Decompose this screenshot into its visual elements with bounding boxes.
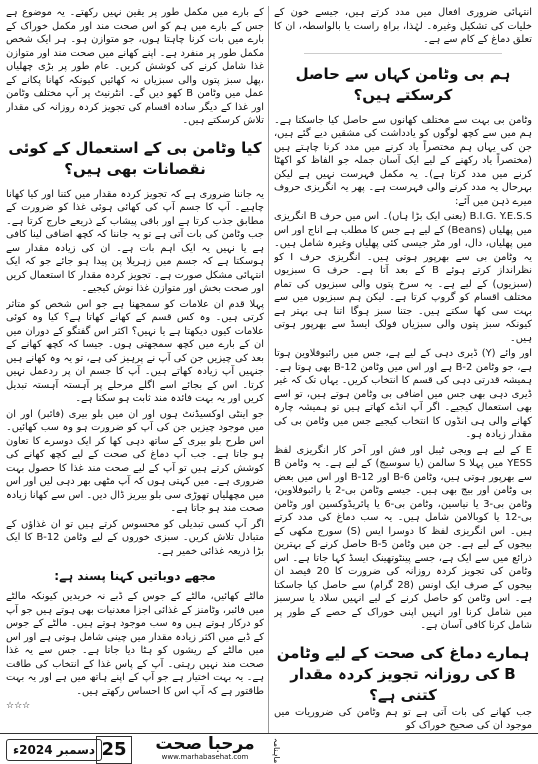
issue-date: دسمبر 2024ء [6, 739, 102, 761]
left-column [6, 6, 264, 734]
brand-logo-text: مرحبا صحت [155, 734, 255, 754]
heading-where-to-get-vitamin-b: ہم بی وٹامن کہاں سے حاصل کرسکتے ہیں؟ [295, 64, 511, 104]
page-number: 25 [96, 736, 132, 764]
left-intro-paragraph: کے بارے میں مکمل طور پر یقین نہیں رکھتے۔ یہ موضوع ہے جس کے بارے میں ہم کو اس صحت مند اور مکمل خوراک کے بارے میں بات کرنا چاہتا ہوں، جو متوازن ہو۔ ہر ایک شخص مکمل طور پر منفرد ہے۔ اپنے کھانے میں صحت مند اور متوازن غذا شامل کرنے کی کوشش کریں۔ عام طور پر بڑی چھلیاں ،پھل سبز پتوں والی سبزیاں نہ کھائیں کیونکہ کھانا پکانے کے عمل میں وٹامن B کھو دیں گے۔ انٹرنیٹ پر آپ مختلف وٹامن اور غذا کے دیگر سادہ اقسام کی تجویز کردہ روزانہ کی مقدار تلاش کرسکتے ہیں۔ [6, 7, 264, 126]
right-closing-line: جب کھانے کی بات آتی ہے تو ہم وٹامن کی ضروریات میں موجود ان کی صحیح خوراک کو [274, 707, 532, 731]
heading-side-effects: کیا وٹامن بی کے استعمال کے کوئی نقصانات بھی ہیں؟ [8, 138, 262, 178]
left-paragraph: جو اینٹی اوکسیڈنٹ ہوں اور ان میں بلو بیری (فائبر) اور ان میں موجود چیزیں جن کی آپ کو ضرورت ہو وہ سب کھائیں۔ اس طرح بلو بیری کے ساتھ دہی کھا کر ایک دوسرے کا تعاون ہو جاتا ہے۔ جب آپ دماغ کی صحت کے لیے کچھ کھانے کی کوشش کرتے ہیں تو آپ کے لیے صحت مند غذا کا حصول بہت ضروری ہے۔ میں کہتی ہوں کہ آپ مٹھی بھر دہی لیں اور اس میں مچھلیاں تھوڑی سی بلو بیریز ڈال دیں۔ اس سے کھانا زیادہ صحت مند ہو جاتا ہے۔ [6, 408, 264, 514]
left-paragraph: پہلا قدم ان علامات کو سمجھنا ہے جو اس شخص کو متاثر کرتی ہیں۔ وہ کس قسم کے کھانے کھاتا ہے؟ کیا وہ کوئی علامات کیوں دیکھتا ہے یا نہیں؟ اکثر اس گفتگو کے دوران میں ان کے بارے میں کچھ سمجھتی ہوں۔ جیسا کہ کچھ کھانے کے بعد کی چیزیں جن کی آپ نے پرہیز کی ہے، تو یہ وہ کھانے ہیں جنہیں آپ زیادہ کھاتے ہیں۔ آپ کا جسم ان پر ردعمل نہیں کرتا۔ اس کے بجائے اسے اگلے مرحلے پر آہستہ آہستہ تبدیل کریں اور یہ بہت فائدہ مند ثابت ہو سکتا ہے۔ [6, 298, 264, 404]
left-paragraph: یہ جاننا ضروری ہے کہ تجویز کردہ مقدار میں کتنا اور کیا کھانا چاہیے۔ آپ کا جسم آپ کی کھائی ہوئی غذا کو ضرورت کے مطابق جذب کرتا ہے اور باقی پیشاب کے ذریعے خارج کرتا ہے۔ جب وٹامن کی بات آتی ہے تو یہ جاننا کہ کچھ اضافی لینا کافی ہے یا نہیں یہ ایک اہم بات ہے۔ ان کی زیادہ مقدار سے ہوسکتا ہے کہ جسم میں زہریلا پن پیدا ہو جائے جو کہ ایک انتہائی مشکل صورت ہے۔ تجویز کردہ مقدار کا استعمال کریں اور صحت بخش اور متوازن غذا نوش کیجیے۔ [6, 188, 264, 294]
magazine-brand [140, 735, 270, 763]
heading-two-things: مجھے دوباتیں کہنا پسند ہے: [54, 569, 216, 583]
right-paragraph: وٹامن بی بہت سے مختلف کھانوں سے حاصل کیا جاسکتا ہے۔ ہم میں سے کچھ لوگوں کو یادداشت کی مشقیں دیے گئے ہیں، جن کی یہاں ہم مختصراً یاد کرنے میں مدد کرنا چاہتے ہیں (مختصراً یاد رکھنے کے لیے ایک آسان جملہ جو الفاظ کو اکھٹا کرنے میں مدد کرتا ہے)۔ یہ مکمل فہرست نہیں ہے لیکن بہرحال یہ مدد کرنے والی فہرست ہے۔ پھر یہ انگریزی حروف میرے ذہن میں آئے: [274, 114, 532, 207]
end-stars: ☆☆☆ [6, 701, 31, 711]
monthly-label: ماہنامہ [272, 738, 281, 764]
right-intro-paragraph: انتہائی ضروری افعال میں مدد کرتے ہیں، جیسے خون کے خلیات کی تشکیل وغیرہ۔ لہٰذا، براہِ راست یا بالواسطہ، ان کا تعلق دماغ کے کام سے ہے۔ [274, 7, 532, 45]
section-divider [304, 53, 502, 54]
right-paragraph: اور وائے (Y) ڈیری دہی کے لیے ہے، جس میں رائبوفلاوین ہوتا ہے، جو وٹامن B-2 ہے اور اس میں وٹامن B-12 بھی ہوتا ہے۔ ہمیشہ قدرتی دہی کی قسم کا انتخاب کریں۔ یہاں تک کہ غیر ڈیری دہی بھی جس میں اضافی بی وٹامن ہوتے ہیں، تو اسے بھی استعمال کیجیے۔ اگر آپ انڈے کھاتے ہیں تو ہمیشہ چارہ کھانے والی ہی انڈوں کا انتخاب کیجیے جس میں وٹامن بی کی مقدار زیادہ ہو۔ [274, 348, 532, 440]
column-divider [268, 6, 269, 734]
left-paragraph: مالٹے کھائیں، مالٹے کے جوس کے ڈبے نہ خریدیں کیونکہ مالٹے میں فائبر، وٹامنز کے غذائی اجزا معدنیات بھی ہوتے ہیں جو آپ کو درکار ہوتے ہیں وہ سب موجود ہوتے ہیں۔ مالٹے کے جوس کے ڈبے میں اکثر زیادہ مقدار میں چینی شامل ہوتی ہے اور اس میں مالٹے کے ریشوں کو ہٹا دیا جاتا ہے۔ جس سے یہ غذا صحت مند نہیں رہتی۔ آپ کے پاس غذا کے انتخاب کی طاقت ہے۔ یہ بہت اختیار ہے جو آپ کے اپنے ہاتھ میں ہے اور یہ بہت طاقتور ہے کہ آپ اس کا احساس رکھتے ہیں۔ [6, 591, 264, 697]
website-url[interactable]: www.marhabasehat.com [161, 753, 249, 761]
right-paragraph: E کے لیے ہے ویجی ٹیبل اور فش اور آخر کار انگریزی لفظ YESS میں پہلا S سالمن (یا سوسیج) کے لیے ہے۔ یہ وٹامن B سے بھرپور ہوتی ہیں، وٹامن B-6 اور B-12 اور اس میں بعض بی وٹامن اور بیج بھی ہیں۔ جیسے وٹامن بی-2 یا رائبوفلاوین، وٹامن بی-3 یا نیاسین، وٹامن بی-6 یا پائریڈوکسین اور وٹامن بی-12 یا کوبالامن شامل ہیں۔ یہ سب دماغ کی مدد کرتے ہیں۔ اس انگریزی لفظ کا دوسرا ایس (S) سورج مکھی کے بیجوں کے لیے ہے۔ جن میں وٹامن B-5 حاصل کرنے کے بہترین ذرائع میں سے ایک ہے، جسے پینٹوتھینک ایسڈ کہا جاتا ہے۔ اس وٹامن کی تجویز کردہ روزانہ کی ضرورت کا 20 فیصد ان بیجوں کے صرف ایک اونس (28 گرام) سے حاصل کیا جاسکتا ہے۔ اس وٹامن کو حاصل کرنے کے لیے انہیں سلاد یا سرسبز میں شامل کرنا اور انہیں اپنی خوراک کے حصے کے طور پر شامل کرنا کافی آسان ہے۔ [274, 444, 532, 631]
heading-daily-recommended-amount: ہمارے دماغ کی صحت کے لیے وٹامن B کی روزانہ تجویز کردہ مقدار کتنی ہے؟ [276, 643, 530, 704]
right-paragraph: B.I.G. Y.E.S.S (یعنی ایک بڑا ہاں)۔ اس میں حرف B انگریزی میں پھلیاں (Beans) کے لیے ہے جس کا مطلب ہے اناج اور اس میں پھلیاں، دال، اور مٹر جیسی کئی پھلیاں وغیرہ شامل ہیں۔ یہ وٹامن بی سے بھرپور ہوتی ہیں۔ انگریزی حرف I کو نظرانداز کرتے ہوئے B کے بعد آتا ہے۔ حرف G سبزیوں (سبزیوں) کے لیے ہے۔ یہ سرخ پتوں والی سبزیوں کی تمام مختلف اقسام کو گروپ کرتا ہے۔ لیکن ہم سبزیوں میں سے بہت سی کھا سکتے ہیں۔ جتنا سبز ہوگا اتنا ہی بہتر ہے کیونکہ سبز پتوں والی سبزیاں فولک ایسڈ سے بھرپور ہوتی ہیں۔ [274, 211, 532, 344]
right-column [274, 6, 532, 734]
left-paragraph: اگر آپ کسی تبدیلی کو محسوس کرتے ہیں تو ان غذاؤں کے متبادل تلاش کریں۔ سبزی خوروں کے لیے وٹامن B-12 کا ایک بڑا ذریعہ غذائی خمیر ہے۔ [6, 518, 264, 557]
page-footer [0, 733, 538, 764]
